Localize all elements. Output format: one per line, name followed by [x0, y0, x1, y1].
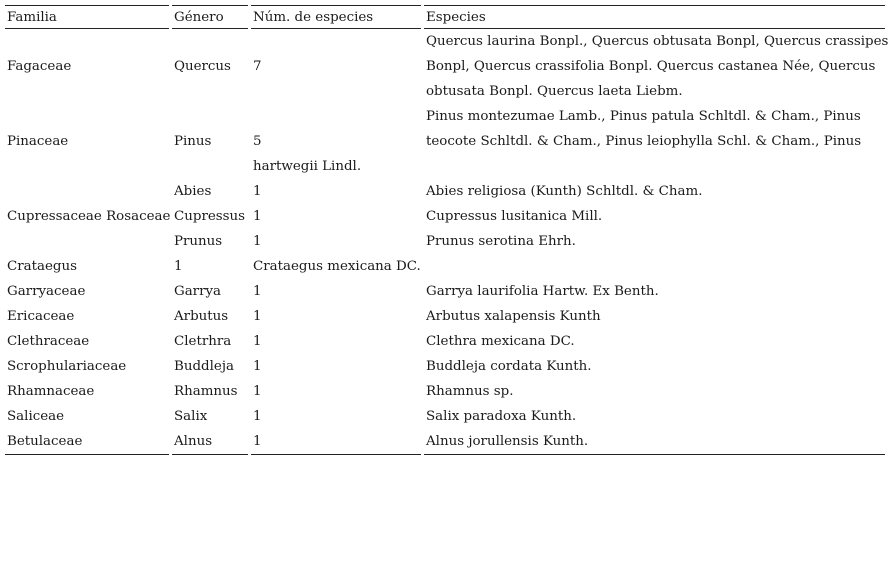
cell-familia: Pinaceae: [7, 134, 69, 149]
cell-familia: Clethraceae: [7, 334, 90, 349]
table-header: [5, 5, 885, 29]
cell-especies: Salix paradoxa Kunth.: [426, 409, 577, 424]
cell-genero: Garrya: [174, 284, 222, 299]
cell-num: 1: [253, 409, 262, 424]
cell-especies: Alnus jorullensis Kunth.: [426, 434, 589, 449]
cell-genero: 1: [174, 259, 183, 274]
bottom-rule-segment: [251, 454, 421, 455]
header-num-especies: Núm. de especies: [251, 5, 421, 29]
header-genero: Género: [172, 5, 248, 29]
bottom-rule-segment: [172, 454, 248, 455]
especies-line: obtusata Bonpl. Quercus laeta Liebm.: [426, 84, 683, 99]
especies-line: teocote Schltdl. & Cham., Pinus leiophylla Schl. & Cham., Pinus: [426, 134, 862, 149]
bottom-rule-segment: [424, 454, 885, 455]
cell-familia: Saliceae: [7, 409, 65, 424]
cell-genero: Arbutus: [174, 309, 229, 324]
cell-especies: Arbutus xalapensis Kunth: [426, 309, 601, 324]
cell-familia: Scrophulariaceae: [7, 359, 127, 374]
table-row: [5, 204, 885, 229]
table-row: [5, 254, 885, 279]
cell-num: 1: [253, 359, 262, 374]
cell-especies: Garrya laurifolia Hartw. Ex Benth.: [426, 284, 659, 299]
cell-familia: Cupressaceae Rosaceae: [7, 209, 171, 224]
cell-num: 1: [253, 284, 262, 299]
cell-num: 1: [253, 184, 262, 199]
table-row: [5, 229, 885, 254]
header-especies: Especies: [424, 5, 885, 29]
especies-line: Pinus montezumae Lamb., Pinus patula Schltdl. & Cham., Pinus: [426, 109, 861, 124]
cell-familia: Garryaceae: [7, 284, 86, 299]
cell-familia: Ericaceae: [7, 309, 75, 324]
species-table: [5, 5, 889, 454]
table-row: [5, 429, 885, 454]
cell-num: 1: [253, 334, 262, 349]
header-familia: Familia: [5, 5, 169, 29]
cell-genero: Quercus: [174, 59, 231, 74]
table-row: [5, 404, 885, 429]
cell-num: 1: [253, 234, 262, 249]
table-row: [5, 179, 885, 204]
table-row: [5, 329, 885, 354]
cell-genero: Cupressus: [174, 209, 246, 224]
cell-genero: Salix: [174, 409, 208, 424]
table-row: [5, 354, 885, 379]
table-row: [5, 304, 885, 329]
cell-num: Crataegus mexicana DC.: [253, 259, 421, 274]
cell-familia: [5, 229, 169, 254]
cell-especies: Buddleja cordata Kunth.: [426, 359, 592, 374]
cell-num: 1: [253, 209, 262, 224]
cell-familia: Fagaceae: [7, 59, 72, 74]
cell-especies: [424, 29, 889, 104]
num-overflow-text: hartwegii Lindl.: [253, 159, 362, 174]
cell-especies: Cupressus lusitanica Mill.: [426, 209, 603, 224]
table-row: [5, 379, 885, 404]
cell-especies: Clethra mexicana DC.: [426, 334, 575, 349]
cell-genero: Pinus: [174, 134, 212, 149]
cell-num: 1: [253, 384, 262, 399]
cell-genero: Alnus: [174, 434, 213, 449]
cell-genero: Abies: [174, 184, 212, 199]
cell-familia: Rhamnaceae: [7, 384, 95, 399]
cell-num: 1: [253, 309, 262, 324]
cell-especies: Abies religiosa (Kunth) Schltdl. & Cham.: [426, 184, 703, 199]
cell-familia: [5, 179, 169, 204]
cell-especies: [424, 104, 885, 179]
cell-familia: Betulaceae: [7, 434, 83, 449]
especies-line: Bonpl, Quercus crassifolia Bonpl. Quercus castanea Née, Quercus: [426, 59, 876, 74]
cell-num: 1: [253, 434, 262, 449]
cell-num: [251, 104, 421, 179]
cell-num: 7: [253, 59, 262, 74]
cell-familia: Crataegus: [7, 259, 77, 274]
table-row: [5, 279, 885, 304]
bottom-rule-segment: [5, 454, 169, 455]
cell-genero: Buddleja: [174, 359, 234, 374]
cell-genero: Cletrhra: [174, 334, 232, 349]
table-row: [5, 29, 889, 104]
especies-line: Quercus laurina Bonpl., Quercus obtusata Bonpl, Quercus crassipes: [426, 34, 889, 49]
cell-especies: [424, 254, 885, 279]
table-row: [5, 104, 885, 179]
cell-especies: Prunus serotina Ehrh.: [426, 234, 576, 249]
cell-genero: Rhamnus: [174, 384, 238, 399]
num-value: 5: [253, 134, 262, 149]
cell-genero: Prunus: [174, 234, 223, 249]
cell-especies: Rhamnus sp.: [426, 384, 514, 399]
table-body: [5, 29, 889, 454]
